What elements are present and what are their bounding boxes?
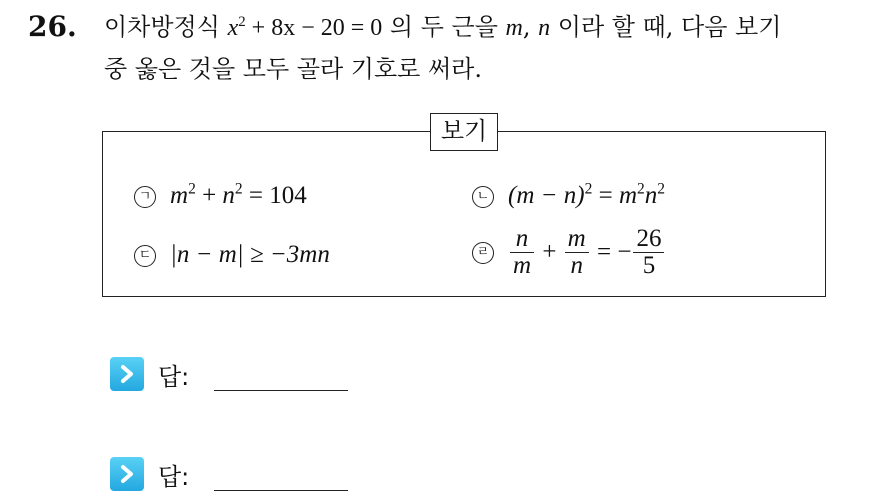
option-b-eq: = bbox=[592, 182, 619, 209]
question-number: 26. bbox=[28, 10, 77, 43]
option-c-expr: |n − m| ≥ −3mn bbox=[170, 241, 330, 268]
answer-row-2 bbox=[110, 454, 189, 494]
option-b-rhs-n-sup: 2 bbox=[657, 180, 665, 198]
option-a-op: + bbox=[195, 182, 223, 209]
question-text-line2: 중 옳은 것을 모두 골라 기호로 써라. bbox=[104, 55, 482, 83]
answer-blank-2[interactable] bbox=[214, 490, 348, 491]
option-d-fraction-3 bbox=[633, 226, 664, 279]
question-text-line1 bbox=[104, 10, 781, 45]
answer-label-1: 답: bbox=[158, 362, 190, 391]
equation-rest: + 8x − 20 = 0 bbox=[245, 15, 383, 41]
option-d-f3-num: 26 bbox=[633, 226, 664, 253]
answer-label-2: 답: bbox=[158, 462, 190, 491]
circled-marker-d: ㄹ bbox=[472, 242, 494, 264]
option-a-m: m bbox=[170, 182, 189, 209]
option-b-lhs: (m − n) bbox=[508, 182, 585, 209]
option-d-f2-num: m bbox=[565, 226, 589, 253]
option-d-f1-den: m bbox=[513, 252, 532, 279]
option-d-plus: + bbox=[542, 238, 557, 266]
root-m: m bbox=[505, 15, 523, 41]
option-d-fraction-2 bbox=[565, 226, 589, 279]
bogi-box bbox=[102, 131, 826, 297]
option-d-f1-num: n bbox=[510, 226, 534, 253]
chevron-right-icon bbox=[110, 357, 144, 391]
question-text-mid: 의 두 근을 bbox=[382, 13, 506, 41]
option-a-n: n bbox=[222, 182, 235, 209]
question-text-pre: 이차방정식 bbox=[104, 13, 228, 41]
option-d-fraction-1 bbox=[510, 226, 534, 279]
comma: , bbox=[522, 13, 531, 41]
circled-marker-c: ㄷ bbox=[134, 245, 156, 267]
equation-exponent: 2 bbox=[238, 14, 246, 30]
chevron-right-icon bbox=[110, 457, 144, 491]
equation-x: x bbox=[227, 15, 239, 41]
question-text-post: 이라 할 때, 다음 보기 bbox=[550, 13, 782, 41]
option-d-f3-den: 5 bbox=[642, 252, 656, 279]
option-a-sup-n: 2 bbox=[234, 180, 243, 198]
option-d bbox=[472, 226, 666, 279]
option-a bbox=[134, 182, 307, 210]
option-b-rhs-m: m bbox=[618, 182, 637, 209]
bogi-title: 보기 bbox=[430, 113, 498, 151]
option-d-f2-den: n bbox=[570, 252, 583, 279]
answer-row-1 bbox=[110, 354, 189, 394]
option-d-eq: = − bbox=[596, 238, 632, 266]
answer-blank-1[interactable] bbox=[214, 390, 348, 391]
option-b-lhs-sup: 2 bbox=[584, 180, 593, 198]
option-c bbox=[134, 241, 330, 269]
option-b bbox=[472, 182, 665, 210]
circled-marker-b: ㄴ bbox=[472, 186, 494, 208]
option-b-rhs-n: n bbox=[644, 182, 658, 209]
circled-marker-a: ㄱ bbox=[134, 186, 156, 208]
option-a-sup-m: 2 bbox=[188, 180, 196, 198]
root-n: n bbox=[538, 15, 551, 41]
option-b-rhs-m-sup: 2 bbox=[637, 180, 645, 198]
option-a-rest: = 104 bbox=[242, 182, 307, 209]
